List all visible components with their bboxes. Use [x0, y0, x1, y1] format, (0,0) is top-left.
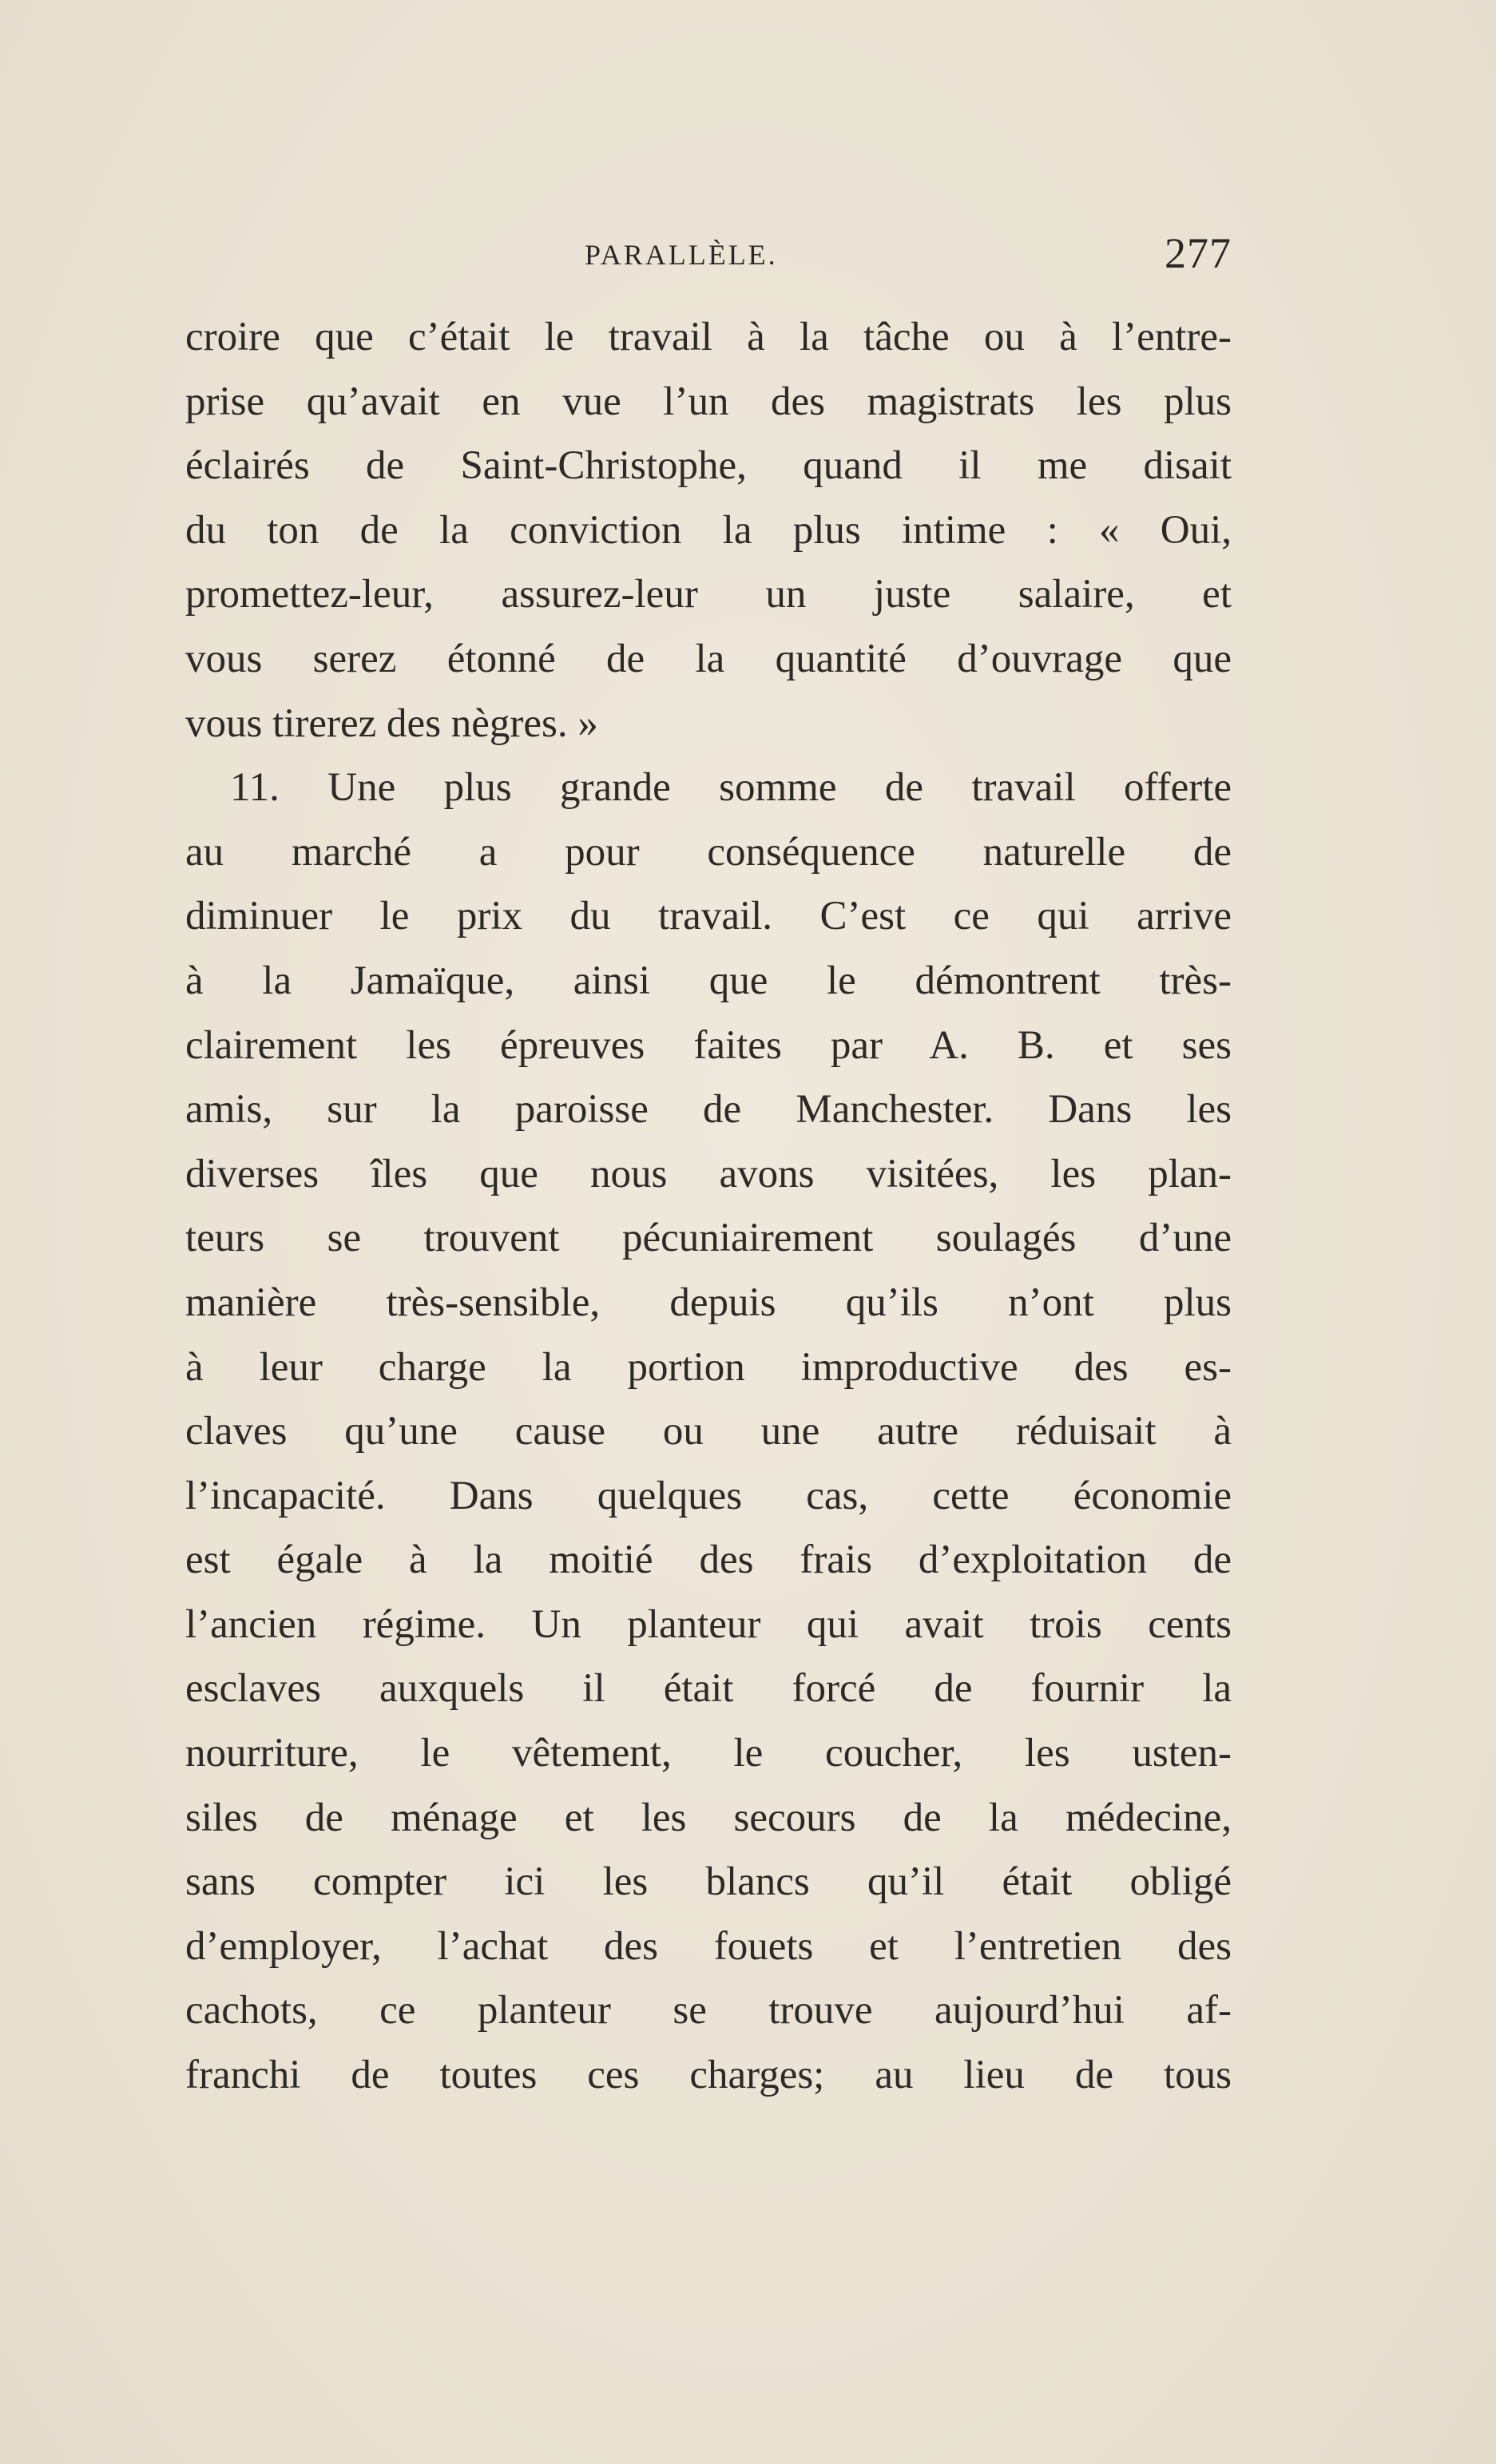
text-line: esclaves auxquels il était forcé de fournir la — [185, 1666, 1232, 1712]
text-line: franchi de toutes ces charges; au lieu de tous — [185, 2053, 1232, 2098]
text-line: éclairés de Saint-Christophe, quand il me disait — [185, 443, 1232, 489]
text-line: du ton de la conviction la plus intime : « Oui, — [185, 507, 1232, 553]
text-line: nourriture, le vêtement, le coucher, les usten- — [185, 1731, 1232, 1776]
text-line: au marché a pour conséquence naturelle de — [185, 829, 1232, 875]
text-line: sans compter ici les blancs qu’il était obligé — [185, 1859, 1232, 1905]
text-line: manière très-sensible, depuis qu’ils n’ont plus — [185, 1280, 1232, 1325]
text-line: cachots, ce planteur se trouve aujourd’hui af- — [185, 1988, 1232, 2033]
text-line: promettez-leur, assurez-leur un juste salaire, et — [185, 572, 1232, 617]
text-line: amis, sur la paroisse de Manchester. Dans les — [185, 1087, 1232, 1133]
text-line: siles de ménage et les secours de la médecine, — [185, 1795, 1232, 1840]
text-line: prise qu’avait en vue l’un des magistrats les plus — [185, 379, 1232, 424]
text-line: d’employer, l’achat des fouets et l’entretien des — [185, 1923, 1232, 1969]
text-line: diminuer le prix du travail. C’est ce qui arrive — [185, 894, 1232, 939]
text-line: vous serez étonné de la quantité d’ouvrage que — [185, 636, 1232, 681]
text-line: claves qu’une cause ou une autre réduisait à — [185, 1409, 1232, 1454]
text-line: l’ancien régime. Un planteur qui avait trois cents — [185, 1601, 1232, 1647]
text-line: l’incapacité. Dans quelques cas, cette économie — [185, 1473, 1232, 1518]
text-line: clairement les épreuves faites par A. B. et ses — [185, 1022, 1232, 1068]
text-line: 11. Une plus grande somme de travail offerte — [230, 765, 1232, 811]
text-line: vous tirerez des nègres. » — [185, 700, 598, 746]
text-line: à leur charge la portion improductive des es- — [185, 1344, 1232, 1390]
page-header — [185, 229, 1232, 296]
text-line: diverses îles que nous avons visitées, les plan- — [185, 1151, 1232, 1196]
body-text — [185, 305, 1232, 2108]
text-line: teurs se trouvent pécuniairement soulagés d’une — [185, 1216, 1232, 1261]
page-number: 277 — [1165, 229, 1232, 277]
text-line: croire que c’était le travail à la tâche ou à l’entre- — [185, 315, 1232, 359]
running-head: PARALLÈLE. — [585, 239, 778, 271]
text-line: à la Jamaïque, ainsi que le démontrent très- — [185, 958, 1232, 1003]
text-line: est égale à la moitié des frais d’exploitation de — [185, 1538, 1232, 1583]
